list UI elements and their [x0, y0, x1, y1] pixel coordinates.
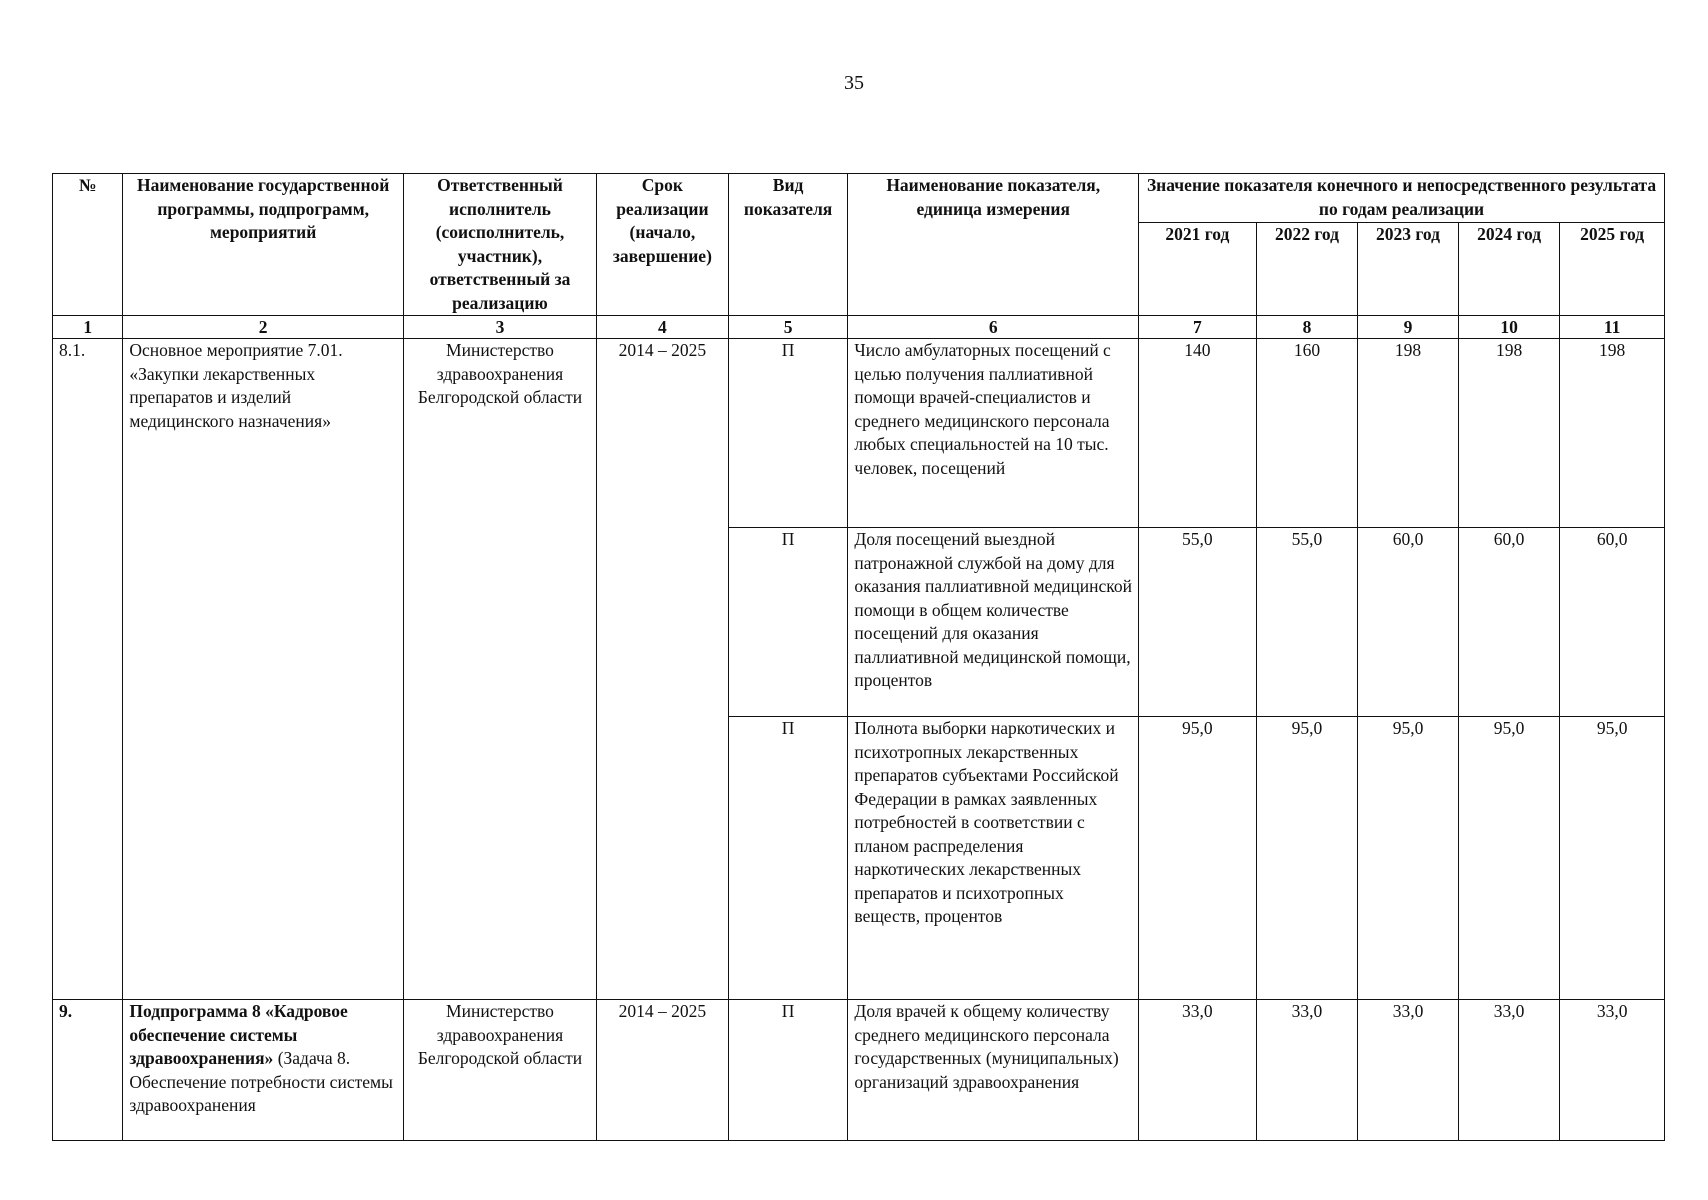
implementation-period: 2014 – 2025 [597, 1000, 729, 1141]
value-2022: 55,0 [1256, 528, 1358, 717]
subprogram-title: Подпрограмма 8 «Кадровое обеспечение системы здравоохранения» [129, 1001, 348, 1068]
indicator-type: П [728, 339, 848, 528]
value-2022: 160 [1256, 339, 1358, 528]
header-indicator: Наименование показателя, единица измерения [848, 174, 1139, 316]
implementation-period: 2014 – 2025 [597, 339, 729, 1000]
value-2025: 95,0 [1560, 717, 1665, 1000]
header-type: Вид показателя [728, 174, 848, 316]
header-values: Значение показателя конечного и непосредственного результата по годам реализации [1139, 174, 1665, 223]
indicators-table [52, 173, 1665, 1141]
value-2022: 95,0 [1256, 717, 1358, 1000]
indicator-name: Полнота выборки наркотических и психотропных лекарственных препаратов субъектами Российской Федерации в рамках заявленных потребностей в соответствии с планом распределения наркотических лекарственных препаратов и психотропных веществ, процентов [848, 717, 1139, 1000]
value-2024: 60,0 [1458, 528, 1560, 717]
header-year-2021: 2021 год [1139, 223, 1257, 316]
column-number: 4 [597, 316, 729, 339]
value-2023: 60,0 [1358, 528, 1459, 717]
indicator-name: Число амбулаторных посещений с целью получения паллиативной помощи врачей-специалистов и среднего медицинского персонала любых специальностей на 10 тыс. человек, посещений [848, 339, 1139, 528]
responsible-executor: Министерство здравоохранения Белгородской области [403, 339, 596, 1000]
indicator-type: П [728, 1000, 848, 1141]
row-number: 9. [53, 1000, 123, 1141]
column-number: 11 [1560, 316, 1665, 339]
header-period: Срок реализации (начало, завершение) [597, 174, 729, 316]
page-number: 35 [844, 72, 864, 94]
indicator-name: Доля врачей к общему количеству среднего медицинского персонала государственных (муниципальных) организаций здравоохранения [848, 1000, 1139, 1141]
indicator-type: П [728, 528, 848, 717]
value-2025: 60,0 [1560, 528, 1665, 717]
column-number: 1 [53, 316, 123, 339]
column-number: 8 [1256, 316, 1358, 339]
header-year-2022: 2022 год [1256, 223, 1358, 316]
header-year-2025: 2025 год [1560, 223, 1665, 316]
table-header-row [53, 174, 1665, 223]
responsible-executor: Министерство здравоохранения Белгородской области [403, 1000, 596, 1141]
column-numbers-row [53, 316, 1665, 339]
value-2021: 95,0 [1139, 717, 1257, 1000]
value-2021: 55,0 [1139, 528, 1257, 717]
header-no: № [53, 174, 123, 316]
column-number: 2 [123, 316, 404, 339]
table-row [53, 339, 1665, 528]
activity-name: Основное мероприятие 7.01. «Закупки лекарственных препаратов и изделий медицинского назначения» [123, 339, 404, 1000]
subprogram-task: (Задача 8. Обеспечение потребности системы здравоохранения [129, 1048, 393, 1115]
column-number: 6 [848, 316, 1139, 339]
row-number: 8.1. [53, 339, 123, 1000]
header-year-2024: 2024 год [1458, 223, 1560, 316]
value-2023: 95,0 [1358, 717, 1459, 1000]
value-2024: 198 [1458, 339, 1560, 528]
value-2024: 33,0 [1458, 1000, 1560, 1141]
value-2025: 198 [1560, 339, 1665, 528]
indicator-name: Доля посещений выездной патронажной службой на дому для оказания паллиативной медицинской помощи в общем количестве посещений для оказания паллиативной медицинской помощи, процентов [848, 528, 1139, 717]
column-number: 5 [728, 316, 848, 339]
value-2021: 33,0 [1139, 1000, 1257, 1141]
subprogram-name [123, 1000, 404, 1141]
column-number: 10 [1458, 316, 1560, 339]
header-responsible: Ответственный исполнитель (соисполнитель, участник), ответственный за реализацию [403, 174, 596, 316]
header-name: Наименование государственной программы, подпрограмм, мероприятий [123, 174, 404, 316]
column-number: 9 [1358, 316, 1459, 339]
value-2025: 33,0 [1560, 1000, 1665, 1141]
column-number: 7 [1139, 316, 1257, 339]
value-2024: 95,0 [1458, 717, 1560, 1000]
value-2023: 33,0 [1358, 1000, 1459, 1141]
table-row [53, 1000, 1665, 1141]
value-2023: 198 [1358, 339, 1459, 528]
indicator-type: П [728, 717, 848, 1000]
value-2021: 140 [1139, 339, 1257, 528]
column-number: 3 [403, 316, 596, 339]
header-year-2023: 2023 год [1358, 223, 1459, 316]
value-2022: 33,0 [1256, 1000, 1358, 1141]
